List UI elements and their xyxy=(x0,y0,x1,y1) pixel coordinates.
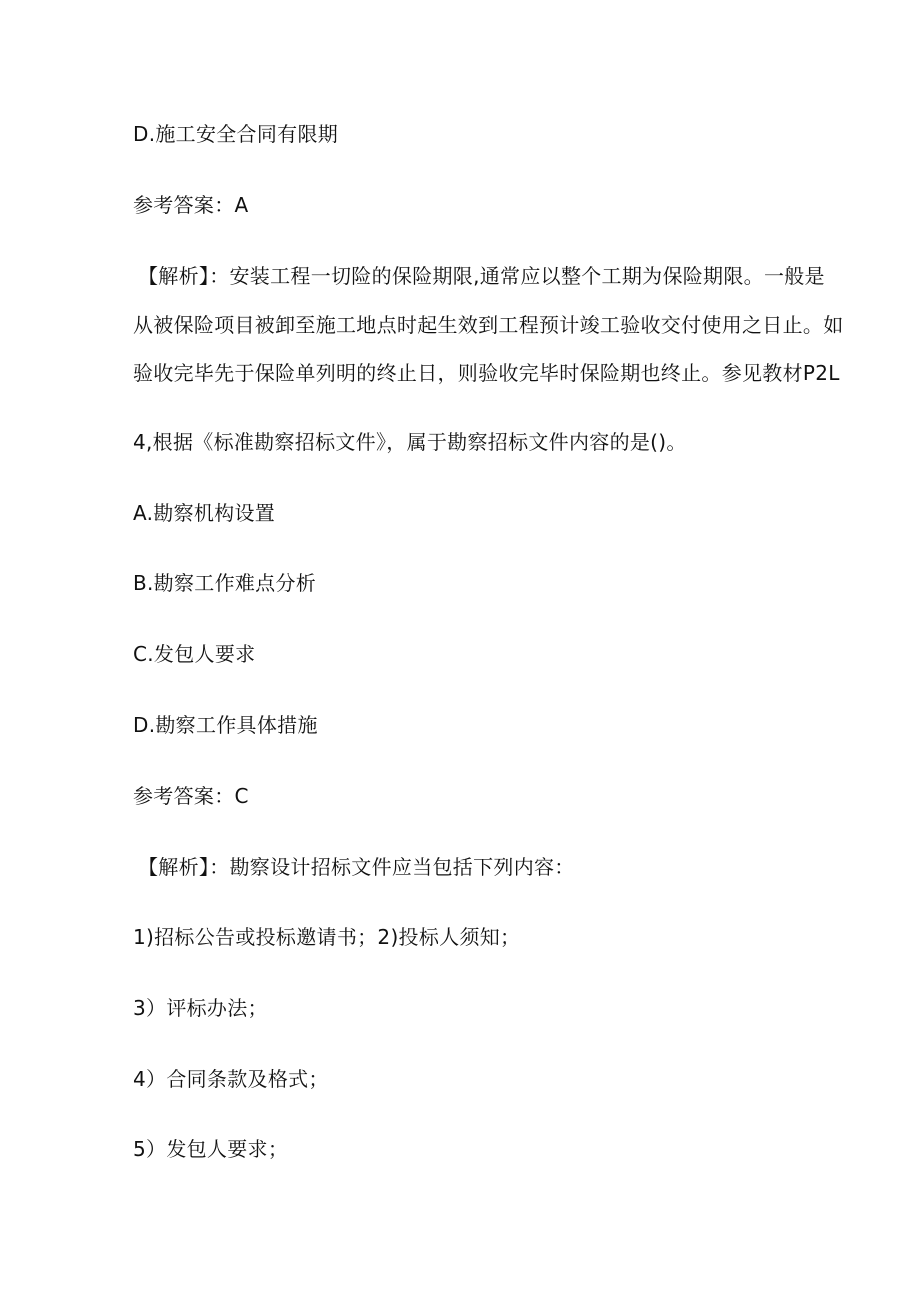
option-d-q3: D.施工安全合同有限期 xyxy=(133,122,339,146)
analysis-q4-intro: 【解析】：勘察设计招标文件应当包括下列内容： xyxy=(138,855,575,879)
analysis-q3-line-2: 从被保险项目被卸至施工地点时起生效到工程预计竣工验收交付使用之日止。如 xyxy=(133,313,844,337)
option-c-q4: C.发包人要求 xyxy=(133,642,256,666)
option-b-q4: B.勘察工作难点分析 xyxy=(133,571,317,595)
answer-q3: 参考答案：A xyxy=(133,193,249,217)
question-4: 4,根据《标准勘察招标文件》，属于勘察招标文件内容的是()。 xyxy=(133,430,687,454)
option-a-q4: A.勘察机构设置 xyxy=(133,501,276,525)
analysis-q4-item-1-2: 1)招标公告或投标邀请书；2)投标人须知； xyxy=(133,925,521,949)
analysis-q3-line-3: 验收完毕先于保险单列明的终止日，则验收完毕时保险期也终止。参见教材P2L xyxy=(133,361,840,385)
analysis-q3-line-1: 【解析】：安装工程一切险的保险期限,通常应以整个工期为保险期限。一般是 xyxy=(138,264,825,288)
option-d-q4: D.勘察工作具体措施 xyxy=(133,713,318,737)
answer-q4: 参考答案：C xyxy=(133,784,249,808)
analysis-q4-item-5: 5）发包人要求； xyxy=(133,1137,289,1161)
analysis-q4-item-4: 4）合同条款及格式； xyxy=(133,1067,329,1091)
analysis-q4-item-3: 3）评标办法； xyxy=(133,996,268,1020)
